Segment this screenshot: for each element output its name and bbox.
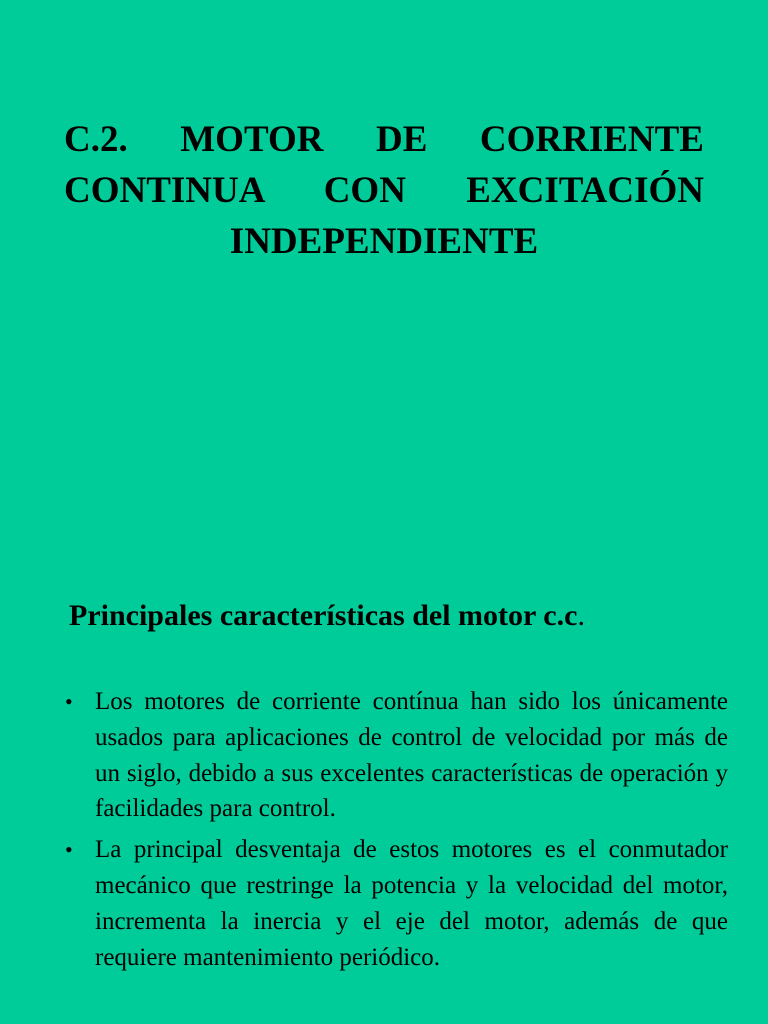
bullet-glyph: • — [65, 837, 73, 863]
title-line-1: C.2. MOTOR DE CORRIENTE — [64, 119, 704, 160]
bullet-list — [64, 684, 728, 980]
bullet-text: Los motores de corriente contínua han sido los únicamente usados para aplicaciones de control de velocidad por más de un siglo, debido a sus excelentes características de operación y facilidades para control. — [95, 688, 728, 823]
section-heading — [69, 596, 749, 636]
bullet-item — [64, 832, 728, 975]
bullet-glyph: • — [65, 689, 73, 714]
slide-title — [64, 114, 704, 267]
title-line-2: CONTINUA CON EXCITACIÓN — [64, 170, 704, 211]
bullet-item — [64, 684, 728, 827]
title-line-3: INDEPENDIENTE — [229, 221, 539, 262]
section-heading-text: Principales características del motor c.c — [69, 599, 578, 632]
bullet-text: La principal desventaja de estos motores es el conmutador mecánico que restringe la potencia y la velocidad del motor, incrementa la inercia y el eje del motor, además de que requiere mantenimiento periódico. — [95, 836, 728, 971]
section-heading-period: . — [577, 599, 585, 632]
